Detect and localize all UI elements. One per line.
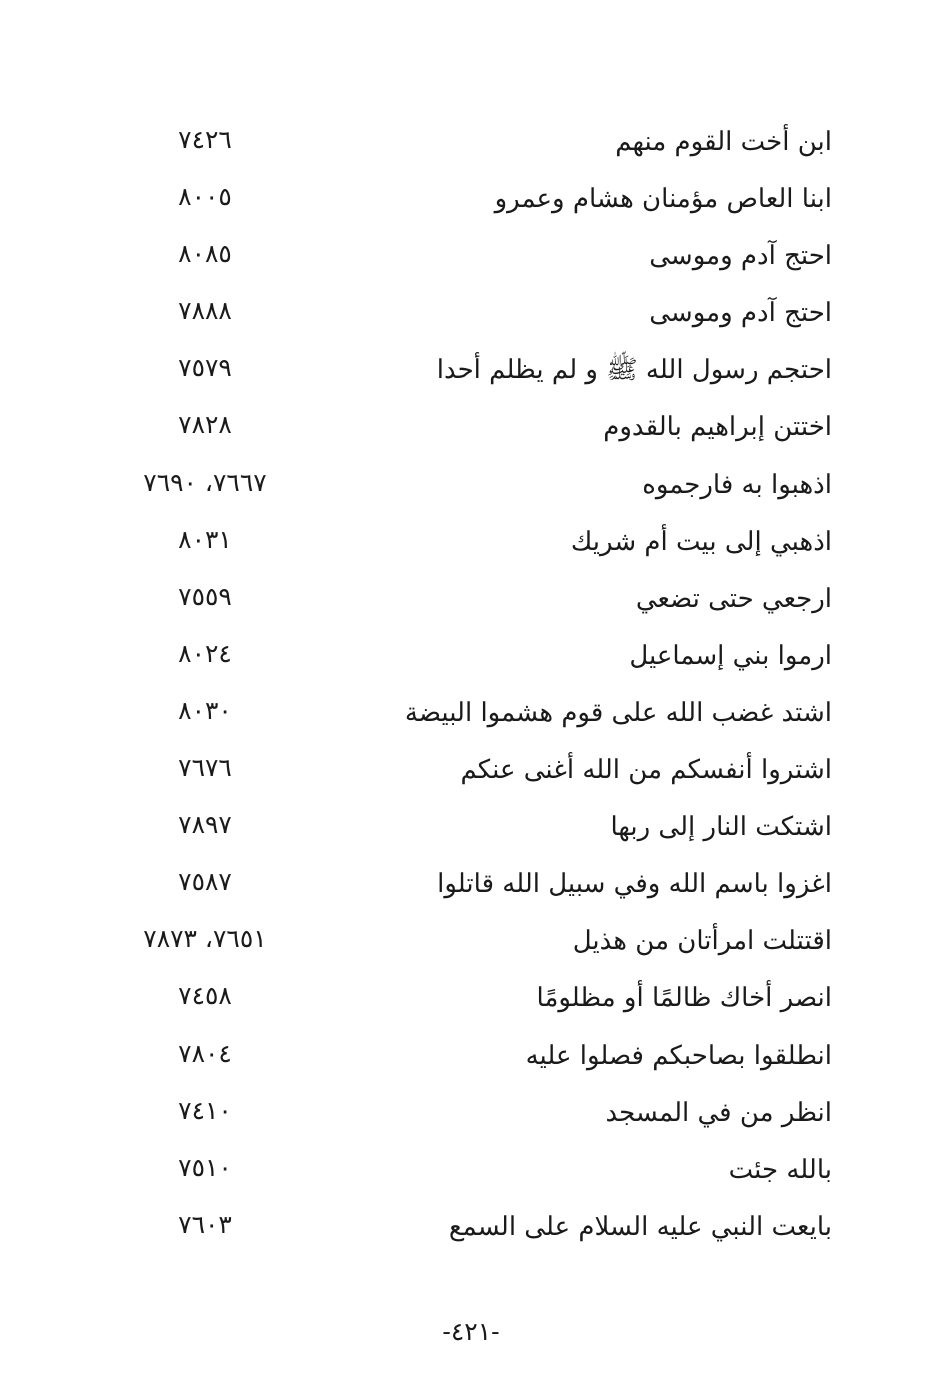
entry-reference: ٧٨٩٧ (178, 810, 232, 840)
entry-reference: ٧٤١٠ (178, 1095, 232, 1125)
index-entry (0, 1140, 942, 1197)
index-entry (0, 1197, 942, 1254)
page-number: -٤٢١- (442, 1317, 500, 1346)
entry-phrase: اذهبوا به فارجموه (642, 469, 832, 500)
entry-reference: ٧٨٠٤ (178, 1038, 232, 1068)
index-entry (0, 512, 942, 569)
entry-reference: ٧٤٢٦ (178, 125, 232, 154)
entry-reference: ٨٠٣١ (178, 524, 232, 554)
entry-reference: ٧٥٧٩ (178, 353, 232, 383)
index-entry (0, 1083, 942, 1140)
entry-phrase: ابنا العاص مؤمنان هشام وعمرو (494, 184, 832, 215)
index-entry (0, 283, 942, 340)
entry-phrase: ارجعي حتى تضعي (635, 583, 832, 614)
index-entry (0, 340, 942, 397)
entry-reference: ٧٥٥٩ (178, 581, 232, 611)
entry-reference: ٧٨٨٨ (178, 296, 232, 326)
index-entry (0, 968, 942, 1025)
entry-reference: ٧٤٥٨ (178, 981, 232, 1011)
entry-phrase: بايعت النبي عليه السلام على السمع (448, 1211, 832, 1242)
entry-reference: ٧٦٦٧، ٧٦٩٠ (143, 467, 267, 497)
entry-phrase: احتج آدم وموسى (649, 241, 832, 272)
entry-phrase: ابن أخت القوم منهم (615, 127, 832, 157)
index-entry (0, 797, 942, 854)
entry-phrase: اذهبي إلى بيت أم شريك (570, 526, 832, 557)
entry-phrase: انظر من في المسجد (605, 1097, 832, 1128)
index-entry (0, 740, 942, 797)
entry-reference: ٧٥١٠ (178, 1152, 232, 1182)
entry-phrase: انصر أخاك ظالمًا أو مظلومًا (536, 983, 832, 1014)
entry-reference: ٨٠٣٠ (178, 695, 232, 725)
entry-phrase: اقتتلت امرأتان من هذيل (572, 926, 832, 957)
entry-reference: ٧٦٠٣ (178, 1209, 232, 1239)
entry-phrase: بالله جئت (728, 1154, 832, 1185)
index-entry (0, 169, 942, 226)
index-entry (0, 854, 942, 911)
index-entry (0, 683, 942, 740)
index-entry (0, 1026, 942, 1083)
index-entry (0, 397, 942, 454)
entry-phrase: اشتكت النار إلى ربها (610, 812, 832, 843)
index-entry (0, 911, 942, 968)
entry-reference: ٧٦٧٦ (178, 753, 232, 783)
entry-reference: ٨٠٢٤ (178, 638, 232, 668)
index-entry (0, 626, 942, 683)
index-entry (0, 112, 942, 169)
entry-reference: ٧٨٢٨ (178, 410, 232, 440)
index-entry (0, 226, 942, 283)
index-entry (0, 455, 942, 512)
index-list (0, 112, 942, 1254)
entry-reference: ٧٥٨٧ (178, 867, 232, 897)
entry-reference: ٧٦٥١، ٧٨٧٣ (143, 924, 267, 954)
entry-phrase: اشتد غضب الله على قوم هشموا البيضة (404, 697, 832, 728)
entry-phrase: انطلقوا بصاحبكم فصلوا عليه (525, 1040, 832, 1071)
index-entry (0, 569, 942, 626)
entry-reference: ٨٠٠٥ (178, 182, 232, 212)
entry-phrase: اغزوا باسم الله وفي سبيل الله قاتلوا (437, 869, 832, 900)
entry-phrase: اشتروا أنفسكم من الله أغنى عنكم (460, 755, 832, 786)
entry-phrase: احتجم رسول الله ﷺ و لم يظلم أحدا (436, 355, 832, 386)
entry-phrase: احتج آدم وموسى (649, 298, 832, 329)
entry-phrase: ارموا بني إسماعيل (629, 640, 832, 671)
entry-phrase: اختتن إبراهيم بالقدوم (603, 412, 832, 443)
entry-reference: ٨٠٨٥ (178, 239, 232, 269)
